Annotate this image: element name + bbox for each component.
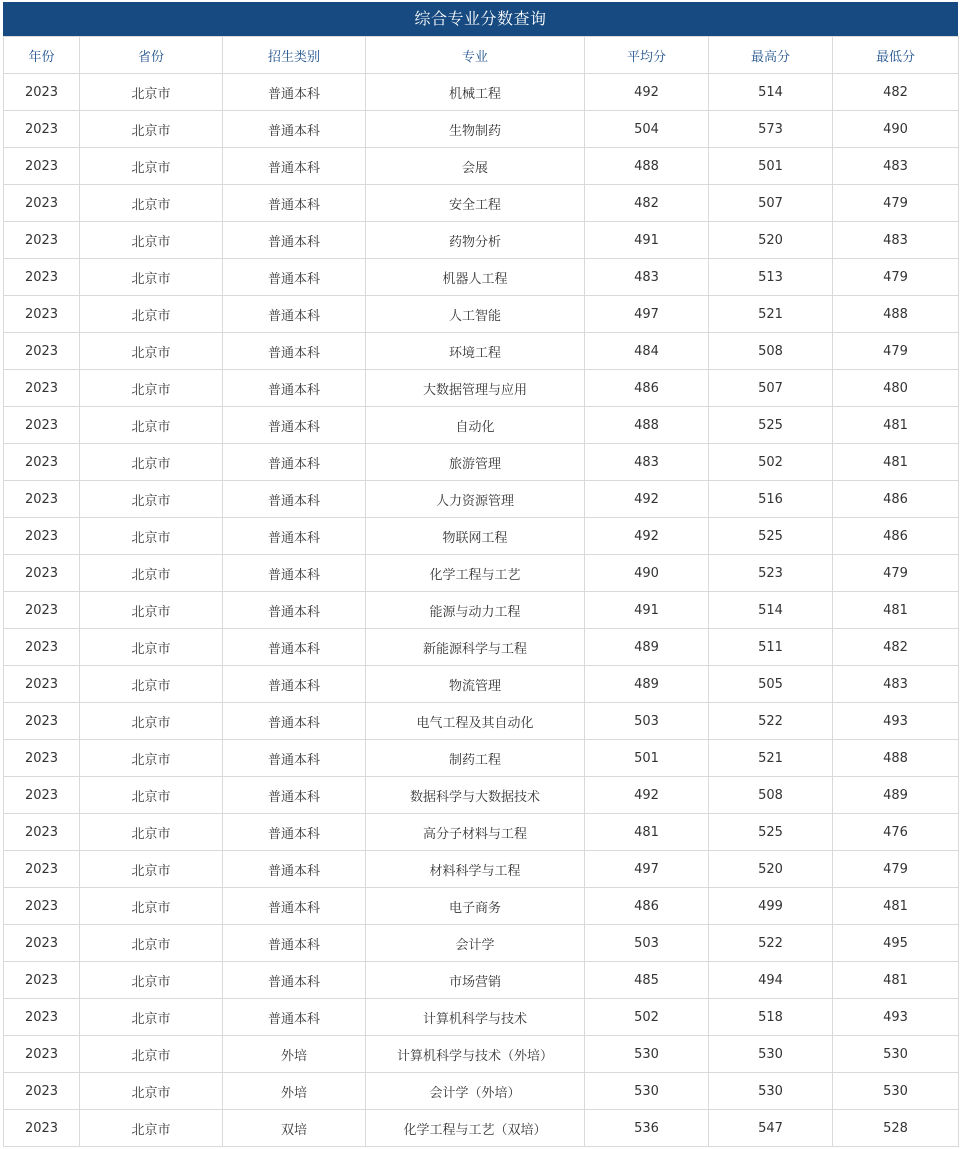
cell-min-score: 493 (833, 999, 959, 1036)
cell-min-score: 479 (833, 259, 959, 296)
cell-enrollment-type: 普通本科 (223, 111, 366, 148)
cell-enrollment-type: 普通本科 (223, 296, 366, 333)
cell-year: 2023 (4, 740, 80, 777)
cell-average-score: 481 (585, 814, 709, 851)
table-row (4, 1073, 959, 1110)
cell-year: 2023 (4, 925, 80, 962)
cell-average-score: 486 (585, 888, 709, 925)
table-row (4, 111, 959, 148)
cell-average-score: 492 (585, 777, 709, 814)
cell-max-score: 522 (709, 925, 833, 962)
cell-enrollment-type: 双培 (223, 1110, 366, 1147)
table-row (4, 592, 959, 629)
cell-province: 北京市 (80, 111, 223, 148)
cell-enrollment-type: 普通本科 (223, 518, 366, 555)
cell-average-score: 483 (585, 259, 709, 296)
cell-max-score: 520 (709, 851, 833, 888)
cell-average-score: 503 (585, 925, 709, 962)
cell-major: 自动化 (366, 407, 585, 444)
cell-year: 2023 (4, 111, 80, 148)
header-average-score: 平均分 (585, 37, 709, 74)
table-row (4, 888, 959, 925)
cell-max-score: 518 (709, 999, 833, 1036)
cell-year: 2023 (4, 666, 80, 703)
cell-year: 2023 (4, 962, 80, 999)
cell-min-score: 489 (833, 777, 959, 814)
cell-major: 药物分析 (366, 222, 585, 259)
cell-major: 材料科学与工程 (366, 851, 585, 888)
cell-year: 2023 (4, 481, 80, 518)
cell-min-score: 481 (833, 444, 959, 481)
table-row (4, 407, 959, 444)
table-body (4, 74, 959, 1147)
cell-enrollment-type: 普通本科 (223, 666, 366, 703)
cell-year: 2023 (4, 296, 80, 333)
cell-enrollment-type: 普通本科 (223, 629, 366, 666)
cell-average-score: 490 (585, 555, 709, 592)
cell-year: 2023 (4, 851, 80, 888)
cell-enrollment-type: 普通本科 (223, 592, 366, 629)
table-row (4, 74, 959, 111)
cell-min-score: 488 (833, 296, 959, 333)
cell-max-score: 530 (709, 1073, 833, 1110)
cell-province: 北京市 (80, 851, 223, 888)
cell-average-score: 504 (585, 111, 709, 148)
cell-major: 物联网工程 (366, 518, 585, 555)
cell-enrollment-type: 普通本科 (223, 148, 366, 185)
cell-major: 机器人工程 (366, 259, 585, 296)
cell-enrollment-type: 普通本科 (223, 999, 366, 1036)
cell-province: 北京市 (80, 592, 223, 629)
cell-max-score: 525 (709, 518, 833, 555)
cell-enrollment-type: 普通本科 (223, 777, 366, 814)
cell-province: 北京市 (80, 259, 223, 296)
table-row (4, 999, 959, 1036)
cell-max-score: 525 (709, 814, 833, 851)
cell-min-score: 481 (833, 962, 959, 999)
cell-year: 2023 (4, 333, 80, 370)
cell-average-score: 489 (585, 629, 709, 666)
table-row (4, 814, 959, 851)
cell-year: 2023 (4, 259, 80, 296)
table-row (4, 1036, 959, 1073)
table-row (4, 370, 959, 407)
cell-year: 2023 (4, 407, 80, 444)
cell-province: 北京市 (80, 1036, 223, 1073)
cell-major: 环境工程 (366, 333, 585, 370)
cell-year: 2023 (4, 518, 80, 555)
cell-max-score: 521 (709, 740, 833, 777)
cell-min-score: 481 (833, 407, 959, 444)
cell-major: 会展 (366, 148, 585, 185)
cell-average-score: 486 (585, 370, 709, 407)
cell-province: 北京市 (80, 999, 223, 1036)
header-province: 省份 (80, 37, 223, 74)
cell-enrollment-type: 普通本科 (223, 370, 366, 407)
cell-year: 2023 (4, 1073, 80, 1110)
table-row (4, 555, 959, 592)
header-max-score: 最高分 (709, 37, 833, 74)
cell-year: 2023 (4, 777, 80, 814)
cell-min-score: 495 (833, 925, 959, 962)
cell-min-score: 479 (833, 555, 959, 592)
cell-average-score: 530 (585, 1073, 709, 1110)
table-row (4, 851, 959, 888)
cell-average-score: 491 (585, 592, 709, 629)
cell-major: 电子商务 (366, 888, 585, 925)
cell-average-score: 488 (585, 148, 709, 185)
cell-min-score: 479 (833, 185, 959, 222)
cell-min-score: 486 (833, 518, 959, 555)
cell-min-score: 490 (833, 111, 959, 148)
cell-major: 生物制药 (366, 111, 585, 148)
cell-year: 2023 (4, 1036, 80, 1073)
cell-province: 北京市 (80, 740, 223, 777)
header-min-score: 最低分 (833, 37, 959, 74)
cell-major: 化学工程与工艺（双培） (366, 1110, 585, 1147)
cell-province: 北京市 (80, 1110, 223, 1147)
cell-average-score: 491 (585, 222, 709, 259)
cell-enrollment-type: 普通本科 (223, 407, 366, 444)
cell-major: 计算机科学与技术（外培） (366, 1036, 585, 1073)
table-row (4, 666, 959, 703)
cell-major: 新能源科学与工程 (366, 629, 585, 666)
cell-major: 数据科学与大数据技术 (366, 777, 585, 814)
table-row (4, 481, 959, 518)
cell-year: 2023 (4, 629, 80, 666)
cell-max-score: 507 (709, 370, 833, 407)
cell-max-score: 516 (709, 481, 833, 518)
cell-province: 北京市 (80, 407, 223, 444)
cell-enrollment-type: 普通本科 (223, 74, 366, 111)
cell-max-score: 525 (709, 407, 833, 444)
cell-max-score: 521 (709, 296, 833, 333)
header-enrollment-type: 招生类别 (223, 37, 366, 74)
cell-major: 高分子材料与工程 (366, 814, 585, 851)
table-row (4, 259, 959, 296)
cell-province: 北京市 (80, 555, 223, 592)
cell-province: 北京市 (80, 888, 223, 925)
cell-max-score: 502 (709, 444, 833, 481)
cell-average-score: 503 (585, 703, 709, 740)
cell-min-score: 528 (833, 1110, 959, 1147)
table-row (4, 777, 959, 814)
cell-average-score: 492 (585, 481, 709, 518)
cell-max-score: 522 (709, 703, 833, 740)
cell-enrollment-type: 普通本科 (223, 962, 366, 999)
cell-year: 2023 (4, 444, 80, 481)
cell-major: 旅游管理 (366, 444, 585, 481)
cell-major: 会计学 (366, 925, 585, 962)
table-row (4, 962, 959, 999)
cell-major: 机械工程 (366, 74, 585, 111)
cell-year: 2023 (4, 555, 80, 592)
cell-max-score: 513 (709, 259, 833, 296)
cell-enrollment-type: 普通本科 (223, 814, 366, 851)
panel-title: 综合专业分数查询 (3, 2, 958, 36)
cell-min-score: 479 (833, 333, 959, 370)
cell-province: 北京市 (80, 333, 223, 370)
cell-major: 化学工程与工艺 (366, 555, 585, 592)
cell-average-score: 482 (585, 185, 709, 222)
cell-average-score: 501 (585, 740, 709, 777)
cell-province: 北京市 (80, 814, 223, 851)
cell-min-score: 476 (833, 814, 959, 851)
cell-max-score: 507 (709, 185, 833, 222)
cell-min-score: 482 (833, 74, 959, 111)
cell-min-score: 486 (833, 481, 959, 518)
table-row (4, 1110, 959, 1147)
cell-min-score: 488 (833, 740, 959, 777)
cell-enrollment-type: 外培 (223, 1036, 366, 1073)
cell-min-score: 480 (833, 370, 959, 407)
header-major: 专业 (366, 37, 585, 74)
header-year: 年份 (4, 37, 80, 74)
cell-average-score: 497 (585, 851, 709, 888)
cell-major: 物流管理 (366, 666, 585, 703)
cell-enrollment-type: 普通本科 (223, 555, 366, 592)
cell-min-score: 493 (833, 703, 959, 740)
cell-province: 北京市 (80, 370, 223, 407)
cell-major: 人力资源管理 (366, 481, 585, 518)
cell-max-score: 573 (709, 111, 833, 148)
cell-max-score: 505 (709, 666, 833, 703)
cell-province: 北京市 (80, 1073, 223, 1110)
cell-major: 制药工程 (366, 740, 585, 777)
table-row (4, 222, 959, 259)
cell-average-score: 488 (585, 407, 709, 444)
cell-enrollment-type: 外培 (223, 1073, 366, 1110)
cell-province: 北京市 (80, 925, 223, 962)
cell-year: 2023 (4, 222, 80, 259)
cell-max-score: 501 (709, 148, 833, 185)
cell-average-score: 530 (585, 1036, 709, 1073)
cell-enrollment-type: 普通本科 (223, 222, 366, 259)
cell-average-score: 497 (585, 296, 709, 333)
cell-year: 2023 (4, 999, 80, 1036)
table-row (4, 925, 959, 962)
cell-year: 2023 (4, 1110, 80, 1147)
cell-major: 电气工程及其自动化 (366, 703, 585, 740)
cell-min-score: 479 (833, 851, 959, 888)
cell-max-score: 508 (709, 777, 833, 814)
table-row (4, 740, 959, 777)
table-row (4, 444, 959, 481)
cell-average-score: 485 (585, 962, 709, 999)
table-row (4, 296, 959, 333)
cell-year: 2023 (4, 370, 80, 407)
cell-province: 北京市 (80, 481, 223, 518)
cell-major: 大数据管理与应用 (366, 370, 585, 407)
cell-max-score: 523 (709, 555, 833, 592)
cell-province: 北京市 (80, 444, 223, 481)
cell-max-score: 520 (709, 222, 833, 259)
cell-province: 北京市 (80, 148, 223, 185)
cell-major: 人工智能 (366, 296, 585, 333)
cell-average-score: 484 (585, 333, 709, 370)
cell-average-score: 502 (585, 999, 709, 1036)
cell-min-score: 530 (833, 1073, 959, 1110)
cell-major: 安全工程 (366, 185, 585, 222)
score-query-panel (3, 2, 958, 1147)
cell-enrollment-type: 普通本科 (223, 259, 366, 296)
cell-province: 北京市 (80, 666, 223, 703)
cell-major: 计算机科学与技术 (366, 999, 585, 1036)
score-table (3, 36, 959, 1147)
cell-province: 北京市 (80, 962, 223, 999)
cell-max-score: 511 (709, 629, 833, 666)
cell-province: 北京市 (80, 296, 223, 333)
cell-enrollment-type: 普通本科 (223, 333, 366, 370)
cell-enrollment-type: 普通本科 (223, 703, 366, 740)
cell-min-score: 483 (833, 666, 959, 703)
cell-min-score: 530 (833, 1036, 959, 1073)
cell-min-score: 482 (833, 629, 959, 666)
cell-year: 2023 (4, 703, 80, 740)
table-header-row (4, 37, 959, 74)
table-row (4, 629, 959, 666)
cell-max-score: 514 (709, 592, 833, 629)
cell-major: 能源与动力工程 (366, 592, 585, 629)
cell-average-score: 489 (585, 666, 709, 703)
cell-major: 会计学（外培） (366, 1073, 585, 1110)
table-row (4, 333, 959, 370)
cell-max-score: 494 (709, 962, 833, 999)
cell-max-score: 547 (709, 1110, 833, 1147)
cell-province: 北京市 (80, 185, 223, 222)
cell-province: 北京市 (80, 703, 223, 740)
cell-year: 2023 (4, 814, 80, 851)
cell-min-score: 481 (833, 592, 959, 629)
cell-province: 北京市 (80, 74, 223, 111)
cell-province: 北京市 (80, 629, 223, 666)
table-row (4, 703, 959, 740)
cell-enrollment-type: 普通本科 (223, 185, 366, 222)
cell-average-score: 483 (585, 444, 709, 481)
cell-province: 北京市 (80, 777, 223, 814)
table-row (4, 148, 959, 185)
cell-max-score: 508 (709, 333, 833, 370)
cell-year: 2023 (4, 185, 80, 222)
cell-min-score: 483 (833, 222, 959, 259)
cell-average-score: 536 (585, 1110, 709, 1147)
cell-enrollment-type: 普通本科 (223, 851, 366, 888)
cell-year: 2023 (4, 888, 80, 925)
cell-min-score: 481 (833, 888, 959, 925)
cell-enrollment-type: 普通本科 (223, 740, 366, 777)
table-row (4, 185, 959, 222)
cell-province: 北京市 (80, 518, 223, 555)
cell-year: 2023 (4, 148, 80, 185)
cell-average-score: 492 (585, 518, 709, 555)
cell-year: 2023 (4, 74, 80, 111)
cell-enrollment-type: 普通本科 (223, 925, 366, 962)
cell-min-score: 483 (833, 148, 959, 185)
table-row (4, 518, 959, 555)
cell-max-score: 499 (709, 888, 833, 925)
cell-average-score: 492 (585, 74, 709, 111)
cell-year: 2023 (4, 592, 80, 629)
cell-enrollment-type: 普通本科 (223, 888, 366, 925)
cell-max-score: 514 (709, 74, 833, 111)
cell-enrollment-type: 普通本科 (223, 444, 366, 481)
cell-province: 北京市 (80, 222, 223, 259)
cell-major: 市场营销 (366, 962, 585, 999)
cell-enrollment-type: 普通本科 (223, 481, 366, 518)
cell-max-score: 530 (709, 1036, 833, 1073)
